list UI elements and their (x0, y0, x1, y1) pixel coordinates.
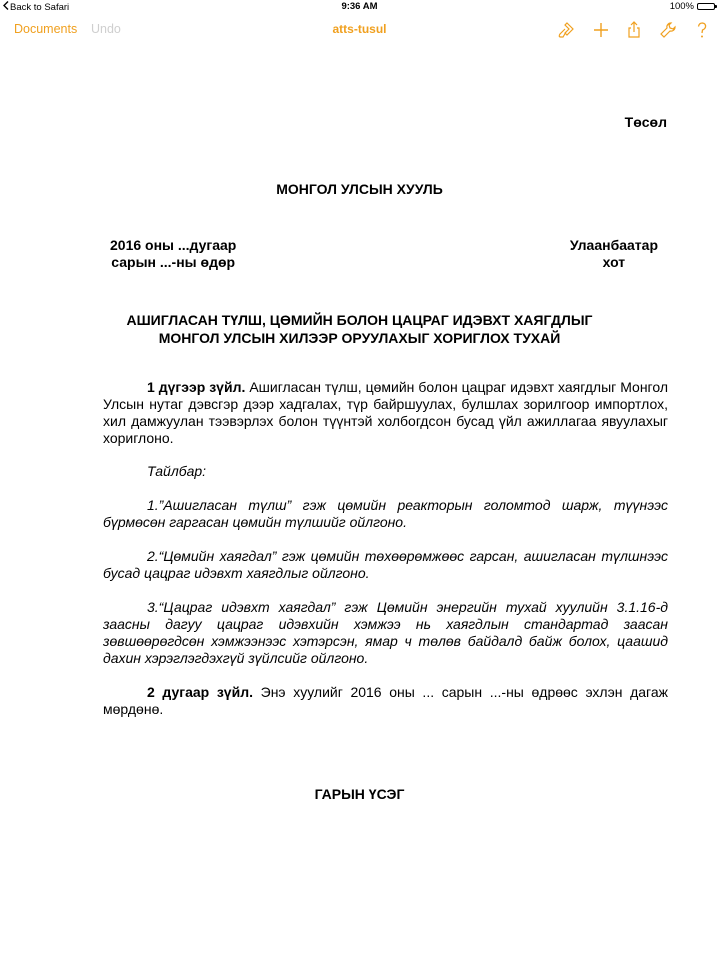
app-toolbar (0, 14, 719, 46)
document-title[interactable]: atts-tusul (332, 22, 387, 36)
share-icon[interactable] (624, 20, 644, 40)
place-line-1: Улаанбаатар (569, 237, 658, 253)
note-2-paragraph (103, 548, 668, 582)
plus-icon[interactable] (591, 20, 611, 40)
heading-line-2: МОНГОЛ УЛСЫН ХИЛЭЭР ОРУУЛАХЫГ ХОРИГЛОХ ТУХАЙ (158, 330, 561, 346)
battery-status (670, 1, 715, 12)
documents-button[interactable]: Documents (14, 22, 78, 36)
battery-icon (697, 3, 715, 10)
date-block (110, 237, 236, 271)
back-to-safari-label[interactable]: Back to Safari (10, 1, 70, 13)
article-1-text: Ашигласан түлш, цөмийн болон цацраг идэвхт хаягдлыг Монгол Улсын нутаг дэвсгэр дээр хадгалах, түр байршуулах, булшлах зорилгоор импортлох, хил дамжуулан тээвэрлэх болон түүнтэй холбогдсон бусад үйл ажиллагаа явуулахыг хориглоно. (103, 379, 668, 446)
article-2-text: Энэ хуулийг 2016 оны ... сарын ...-ны өдрөөс эхлэн дагаж мөрдөнө. (103, 684, 669, 717)
note-label: Тайлбар: (147, 463, 207, 479)
help-icon[interactable] (692, 20, 712, 40)
document-type-label: Төсөл (624, 114, 667, 130)
note-1-paragraph (103, 497, 668, 531)
status-bar (0, 0, 719, 14)
clock: 9:36 AM (341, 1, 378, 12)
date-line-2: сарын ...-ны өдөр (111, 254, 236, 270)
undo-button[interactable]: Undo (91, 22, 121, 36)
date-line-1: 2016 оны ...дугаар (110, 237, 237, 253)
document-page[interactable] (0, 46, 719, 960)
note-1-text: 1.”Ашигласан түлш” гэж цөмийн реакторын голомтод шарж, түүнээс бүрмөсөн гаргасан цөмийн түлшийг ойлгоно. (103, 497, 668, 530)
note-label-paragraph (103, 463, 668, 480)
note-2-text: 2.“Цөмийн хаягдал” гэж цөмийн төхөөрөмжөөс гарсан, ашигласан түлшнээс бусад цацраг идэвхт хаягдлыг ойлгоно. (103, 548, 668, 581)
law-heading (100, 311, 619, 347)
signature-label: ГАРЫН ҮСЭГ (314, 786, 405, 802)
note-3-text: 3.“Цацраг идэвхт хаягдал” гэж Цөмийн энергийн тухай хуулийн 3.1.16-д заасны дагуу цацраг идэвхийн хэмжээ нь хаягдлын стандартад заасан зөвшөөрөгдсөн хэмжээнээс хэтэрсэн, ямар ч төлөв байдалд байж болох, цаашид дахин хэрэглэгдэхгүй зүйлсийг ойлгоно. (103, 599, 668, 666)
paintbrush-icon[interactable] (556, 20, 576, 40)
place-line-2: хот (602, 254, 626, 270)
battery-percentage: 100% (669, 1, 694, 12)
law-title: МОНГОЛ УЛСЫН ХУУЛЬ (276, 181, 443, 197)
note-3-paragraph (103, 599, 668, 667)
place-block (570, 237, 658, 271)
article-2-paragraph (103, 684, 668, 718)
article-1-paragraph (103, 379, 668, 447)
heading-line-1: АШИГЛАСАН ТҮЛШ, ЦӨМИЙН БОЛОН ЦАЦРАГ ИДЭВХТ ХАЯГДЛЫГ (126, 312, 593, 328)
wrench-icon[interactable] (658, 20, 678, 40)
article-1-label: 1 дүгээр зүйл. (147, 379, 246, 395)
article-2-label: 2 дугаар зүйл. (147, 684, 253, 700)
